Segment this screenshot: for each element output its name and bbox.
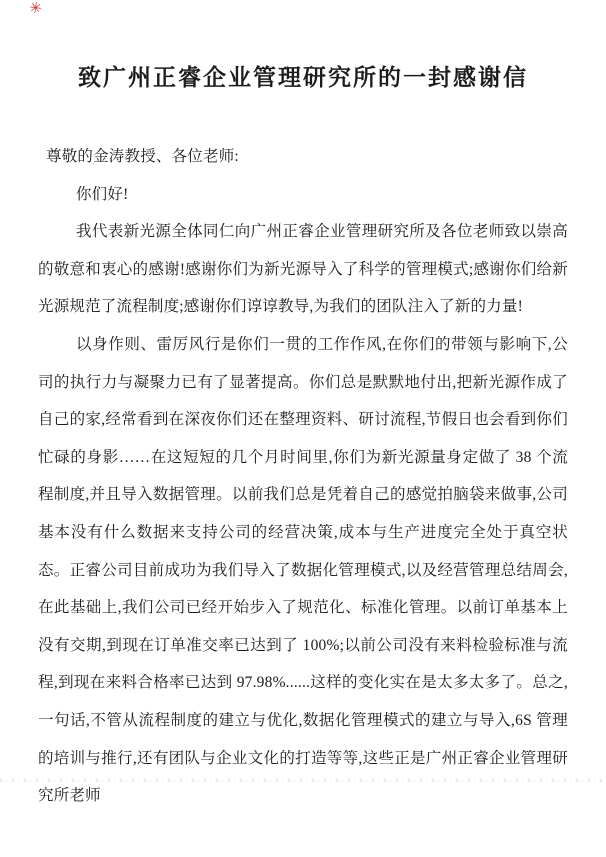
letter-body xyxy=(38,138,568,815)
salutation-line: 尊敬的金涛教授、各位老师: xyxy=(46,148,239,165)
paragraph-achievements: 以身作则、雷厉风行是你们一贯的工作作风,在你们的带领与影响下,公司的执行力与凝聚力已有了显著提高。你们总是默默地付出,把新光源作成了自己的家,经常看到在深夜你们还在整理资料、研讨流程,节假日也会看到你们忙碌的身影……在这短短的几个月时间里,你们为新光源量身定做了 38 个流程制度,并且导入数据管理。以前我们总是凭着自己的感觉拍脑袋来做事,公司基本没有什么数据来支持公司的经营决策,成本与生产进度完全处于真空状态。正睿公司目前成功为我们导入了数据化管理模式,以及经营管理总结周会,在此基础上,我们公司已经开始步入了规范化、标准化管理。以前订单基本上没有交期,到现在订单准交率已达到了 100%;以前公司没有来料检验标准与流程,到现在来料合格率已达到 97.98%......这样的变化实在是太多太多了。总之,一句话,不管从流程制度的建立与优化,数据化管理模式的建立与导入,6S 管理的培训与推行,还有团队与企业文化的打造等等,这些正是广州正睿企业管理研究所老师 xyxy=(38,335,568,805)
paragraph-thanks: 我代表新光源全体同仁向广州正睿企业管理研究所及各位老师致以崇高的敬意和衷心的感谢!感谢你们为新光源导入了科学的管理模式;感谢你们给新光源规范了流程制度;感谢你们谆谆教导,为我们的团队注入了新的力量! xyxy=(38,223,568,316)
letter-title: 致广州正睿企业管理研究所的一封感谢信 xyxy=(78,65,528,90)
red-stamp-mark-icon: ✳ xyxy=(28,0,43,18)
paragraph-greeting: 你们好! xyxy=(75,185,129,203)
scan-noise-artifact xyxy=(0,779,606,782)
